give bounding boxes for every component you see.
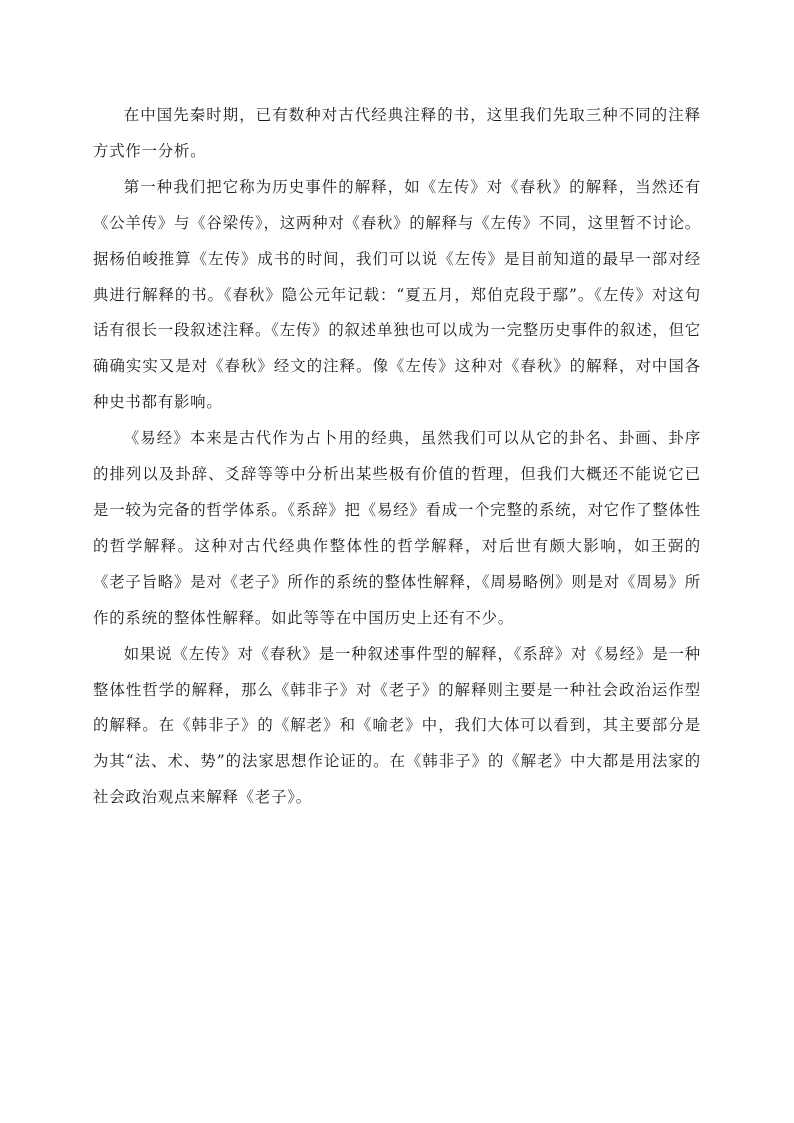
paragraph-3: 《易经》本来是古代作为占卜用的经典，虽然我们可以从它的卦名、卦画、卦序的排列以及卦辞、爻辞等等中分析出某些极有价值的哲理，但我们大概还不能说它已是一较为完备的哲学体系。《系辞》把《易经》看成一个完整的系统，对它作了整体性的哲学解释。这种对古代经典作整体性的哲学解释，对后世有颇大影响，如王弼的《老子旨略》是对《老子》所作的系统的整体性解释，《周易略例》则是对《周易》所作的系统的整体性解释。如此等等在中国历史上还有不少。: [93, 429, 701, 627]
paragraph-4: 如果说《左传》对《春秋》是一种叙述事件型的解释，《系辞》对《易经》是一种整体性哲学的解释，那么《韩非子》对《老子》的解释则主要是一种社会政治运作型的解释。在《韩非子》的《解老》和《喻老》中，我们大体可以看到，其主要部分是为其“法、术、势”的法家思想作论证的。在《韩非子》的《解老》中大都是用法家的社会政治观点来解释《老子》。: [93, 644, 701, 807]
paragraph-1: 在中国先秦时期，已有数种对古代经典注释的书，这里我们先取三种不同的注释方式作一分析。: [93, 106, 701, 160]
paragraph-2: 第一种我们把它称为历史事件的解释，如《左传》对《春秋》的解释，当然还有《公羊传》与《谷梁传》，这两种对《春秋》的解释与《左传》不同，这里暂不讨论。据杨伯峻推算《左传》成书的时间，我们可以说《左传》是目前知道的最早一部对经典进行解释的书。《春秋》隐公元年记载：“夏五月，郑伯克段于鄢”。《左传》对这句话有很长一段叙述注释。《左传》的叙述单独也可以成为一完整历史事件的叙述，但它确确实实又是对《春秋》经文的注释。像《左传》这种对《春秋》的解释，对中国各种史书都有影响。: [93, 177, 701, 412]
document-body: [93, 98, 701, 816]
